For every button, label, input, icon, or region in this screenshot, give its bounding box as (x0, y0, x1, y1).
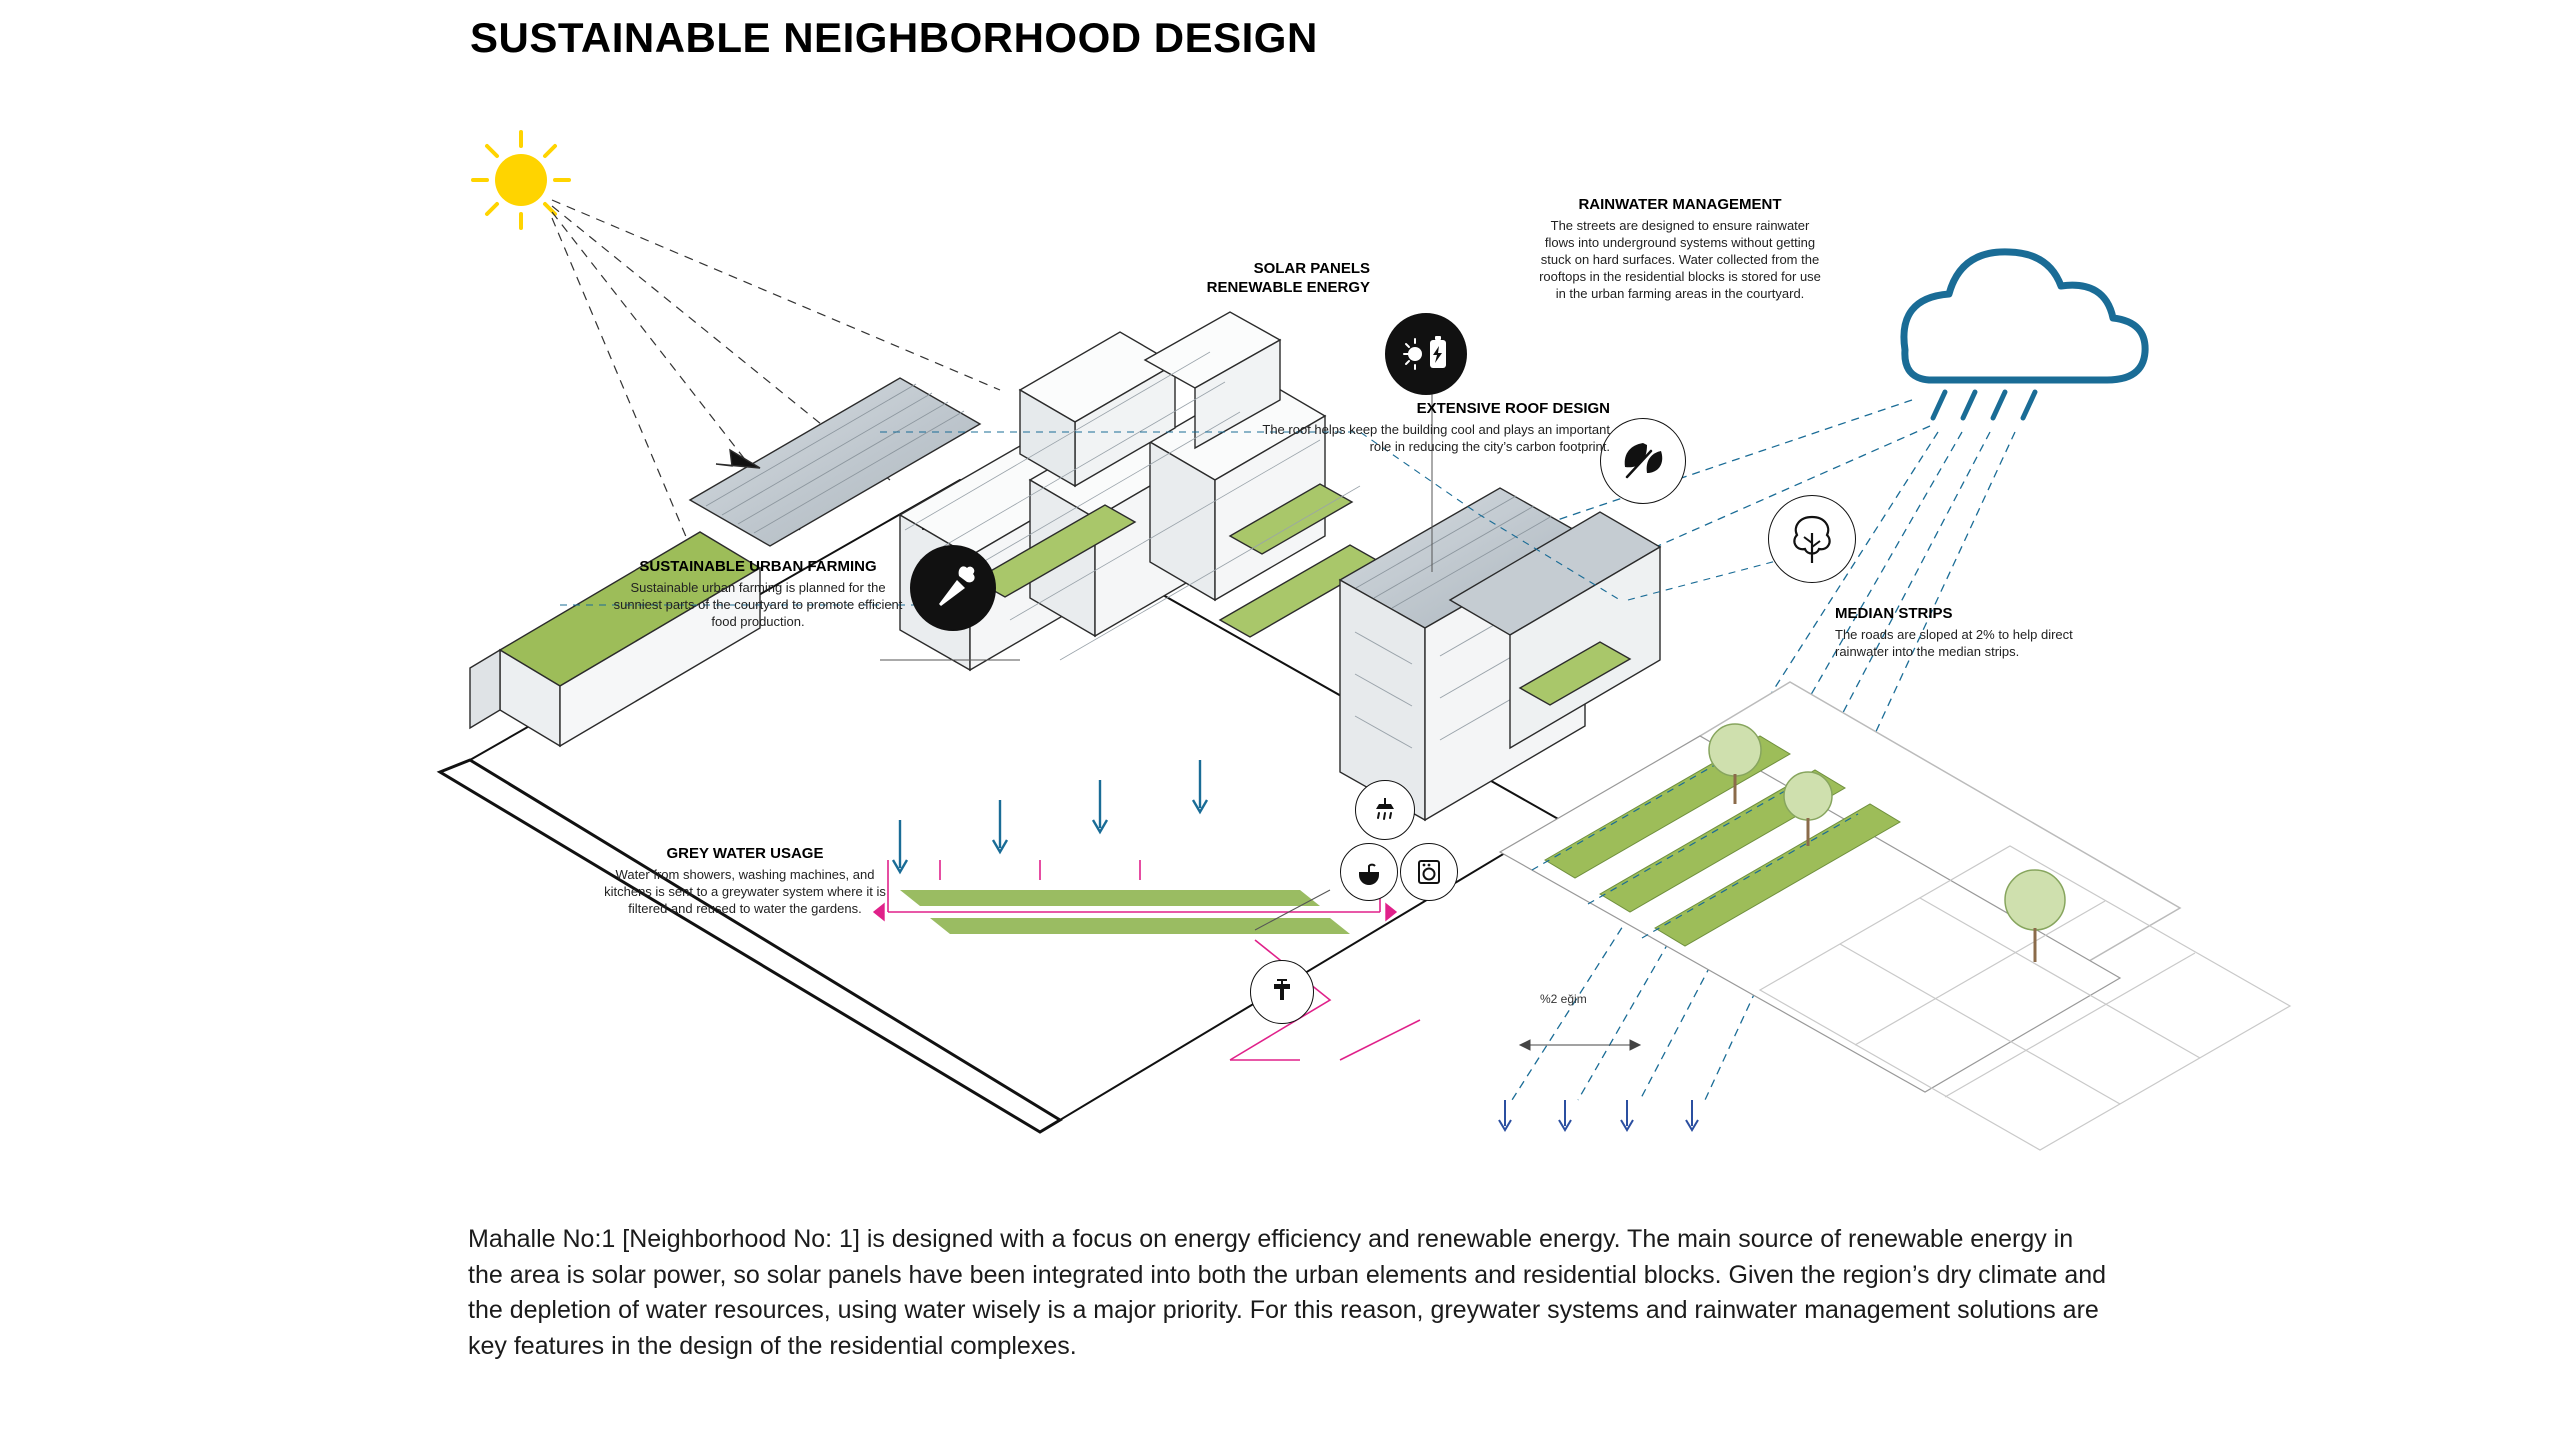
callout-rainwater-body: The streets are designed to ensure rainwater flows into underground systems without getting stuck on hard surfaces. Water collected from the rooftops in the residential blocks is stored for use in the urban farming areas in the courtyard. (1539, 217, 1821, 302)
sink-icon[interactable] (1340, 843, 1398, 901)
slope-label: %2 eğim (1540, 992, 1587, 1006)
rain-cloud-icon (1904, 252, 2145, 418)
faucet-icon[interactable] (1250, 960, 1314, 1024)
tree-icon[interactable] (1768, 495, 1856, 583)
sun-icon (473, 132, 569, 228)
callout-rainwater-title: RAINWATER MANAGEMENT (1578, 196, 1782, 213)
solar-battery-icon[interactable] (1385, 313, 1467, 395)
callout-roof-design (1260, 400, 1610, 455)
footer-paragraph: Mahalle No:1 [Neighborhood No: 1] is designed with a focus on energy efficiency and renewable energy. The main source of renewable energy in the area is solar power, so solar panels have been integrated into both the urban elements and residential blocks. Given the region’s dry climate and the depletion of water resources, using water wisely is a major priority. For this reason, greywater systems and rainwater management solutions are key features in the design of the residential complexes. (468, 1225, 2107, 1360)
callout-farming-body: Sustainable urban farming is planned for the sunniest parts of the courtyard to promote efficient food production. (613, 579, 903, 630)
callout-greywater-title: GREY WATER USAGE (666, 845, 824, 862)
callout-greywater (600, 845, 890, 917)
callout-median-body: The roads are sloped at 2% to help direct rainwater into the median strips. (1835, 626, 2073, 659)
callout-roof-title: EXTENSIVE ROOF DESIGN (1416, 400, 1610, 417)
callout-farming-title: SUSTAINABLE URBAN FARMING (639, 558, 877, 575)
marker-dot-1 (922, 528, 924, 530)
page-title: SUSTAINABLE NEIGHBORHOOD DESIGN (470, 14, 1318, 61)
callout-greywater-body: Water from showers, washing machines, and kitchens is sent to a greywater system where it is filtered and reused to water the gardens. (604, 866, 886, 917)
callout-solar-title-2: RENEWABLE ENERGY (1206, 278, 1370, 296)
callout-median-title: MEDIAN STRIPS (1835, 605, 1953, 622)
leaf-icon[interactable] (1600, 418, 1686, 504)
washing-machine-icon[interactable] (1400, 843, 1458, 901)
callout-solar-panels (1120, 260, 1370, 298)
slope-dimension (1520, 1040, 1640, 1050)
callout-urban-farming (608, 558, 908, 630)
shower-icon[interactable] (1355, 780, 1415, 840)
callout-roof-body: The roof helps keep the building cool and plays an important role in reducing the city’s carbon footprint. (1262, 421, 1610, 454)
callout-solar-title-1: SOLAR PANELS (1253, 260, 1370, 277)
callout-median-strips (1835, 605, 2115, 660)
water-drain-arrows (1499, 1100, 1698, 1130)
callout-rainwater (1535, 196, 1825, 303)
carrot-icon[interactable] (910, 545, 996, 631)
